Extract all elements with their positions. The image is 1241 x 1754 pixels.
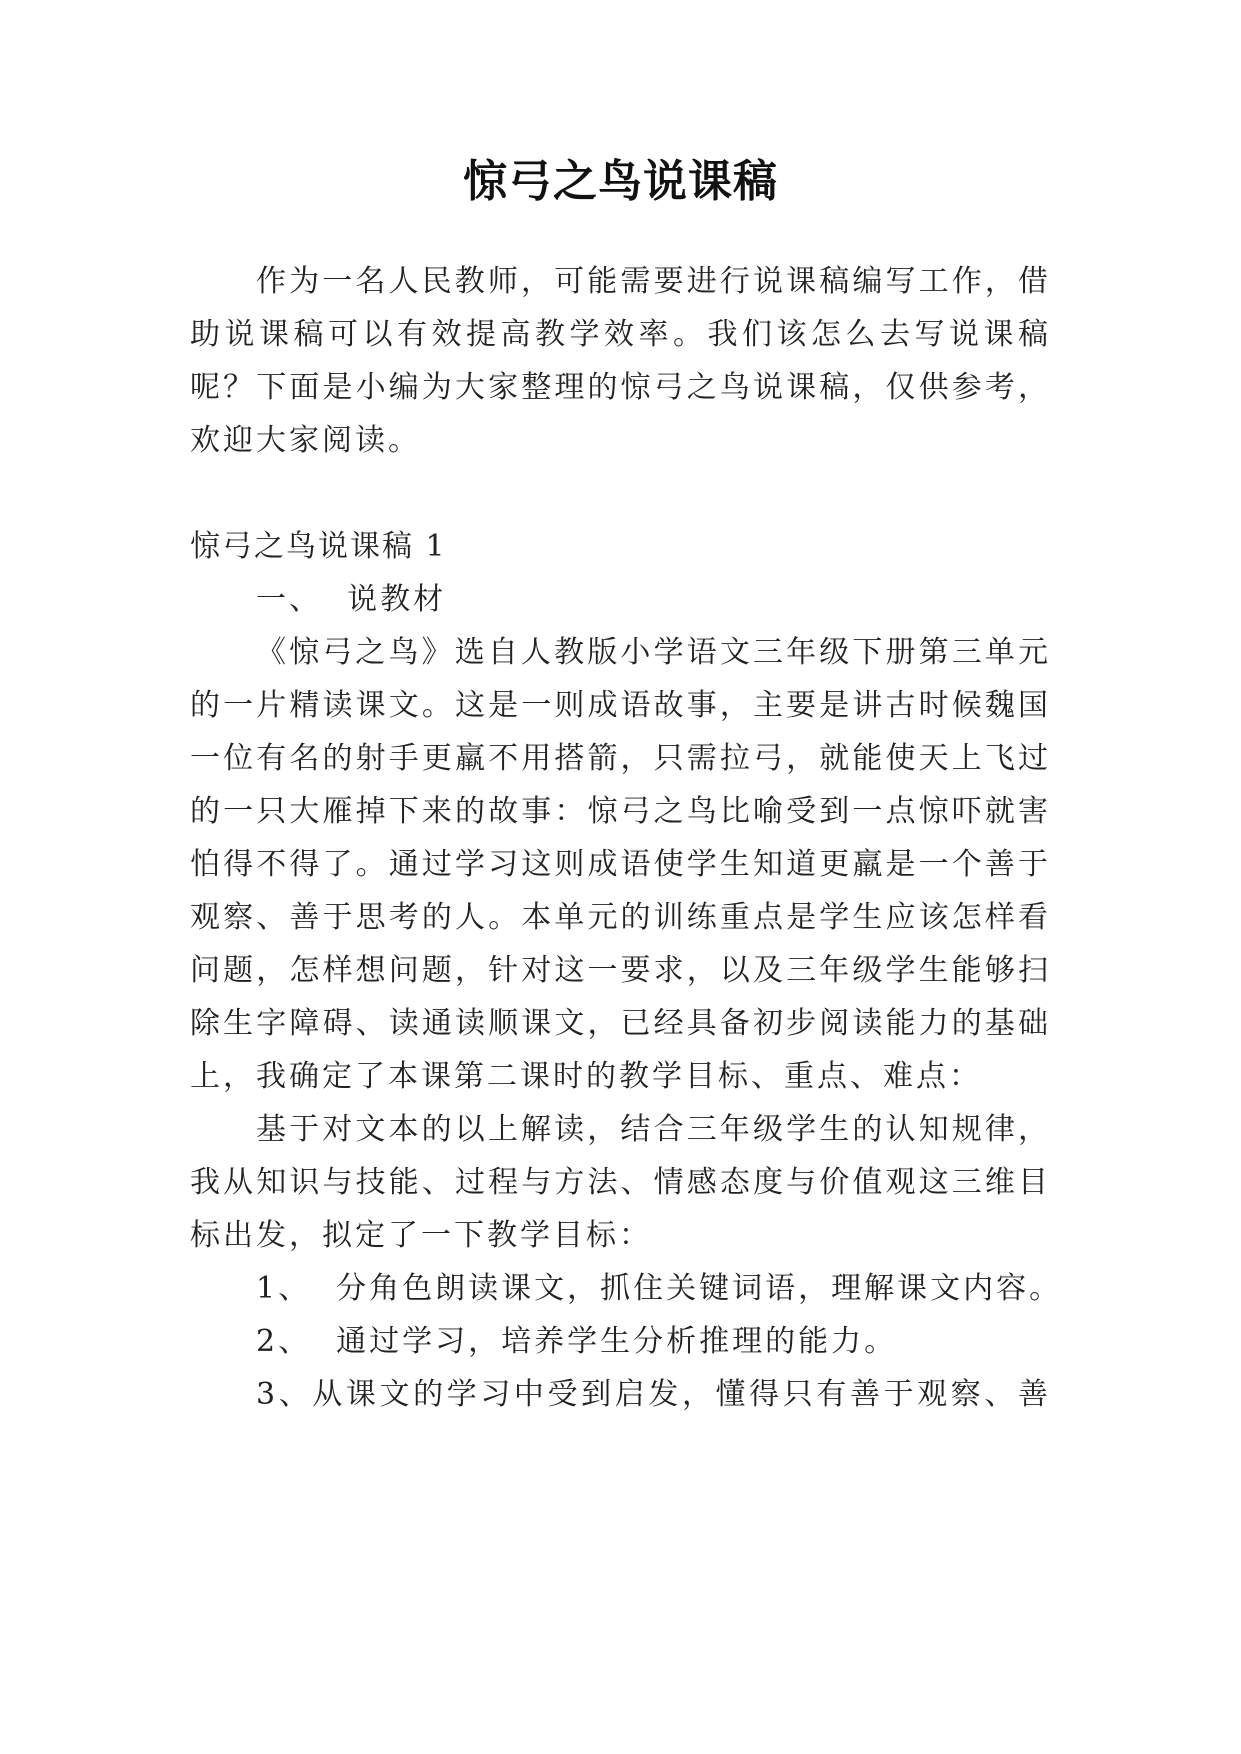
- intro-line: 呢？下面是小编为大家整理的惊弓之鸟说课稿，仅供参考，: [190, 370, 1048, 405]
- goal-item: 2、 通过学习，培养学生分析推理的能力。: [256, 1324, 898, 1359]
- paragraph-line: 我从知识与技能、过程与方法、情感态度与价值观这三维目: [190, 1165, 1048, 1200]
- section-heading: 惊弓之鸟说课稿 1: [190, 529, 447, 564]
- paragraph-line: 的一片精读课文。这是一则成语故事，主要是讲古时候魏国: [190, 688, 1048, 723]
- paragraph-line: 上，我确定了本课第二课时的教学目标、重点、难点：: [190, 1059, 982, 1094]
- paragraph-line: 一位有名的射手更羸不用搭箭，只需拉弓，就能使天上飞过: [190, 741, 1048, 776]
- paragraph-line: 怕得不得了。通过学习这则成语使学生知道更羸是一个善于: [190, 847, 1048, 882]
- paragraph-line: 观察、善于思考的人。本单元的训练重点是学生应该怎样看: [190, 900, 1048, 935]
- goal-item: 3、从课文的学习中受到启发，懂得只有善于观察、善: [256, 1377, 1048, 1412]
- paragraph-line: 的一只大雁掉下来的故事：惊弓之鸟比喻受到一点惊吓就害: [190, 794, 1048, 829]
- paragraph-line: 基于对文本的以上解读，结合三年级学生的认知规律，: [256, 1112, 1048, 1147]
- paragraph-line: 除生字障碍、读通读顺课文，已经具备初步阅读能力的基础: [190, 1006, 1048, 1041]
- goal-item: 1、 分角色朗读课文，抓住关键词语，理解课文内容。: [256, 1271, 1063, 1306]
- document-title: 惊弓之鸟说课稿: [463, 156, 778, 207]
- paragraph-line: 标出发，拟定了一下教学目标：: [190, 1218, 652, 1253]
- subsection-heading: 一、 说教材: [256, 582, 447, 617]
- paragraph-line: 问题，怎样想问题，针对这一要求，以及三年级学生能够扫: [190, 953, 1048, 988]
- intro-line: 欢迎大家阅读。: [190, 423, 421, 458]
- intro-line: 作为一名人民教师，可能需要进行说课稿编写工作，借: [256, 264, 1048, 299]
- paragraph-line: 《惊弓之鸟》选自人教版小学语文三年级下册第三单元: [256, 635, 1048, 670]
- intro-line: 助说课稿可以有效提高教学效率。我们该怎么去写说课稿: [190, 317, 1048, 352]
